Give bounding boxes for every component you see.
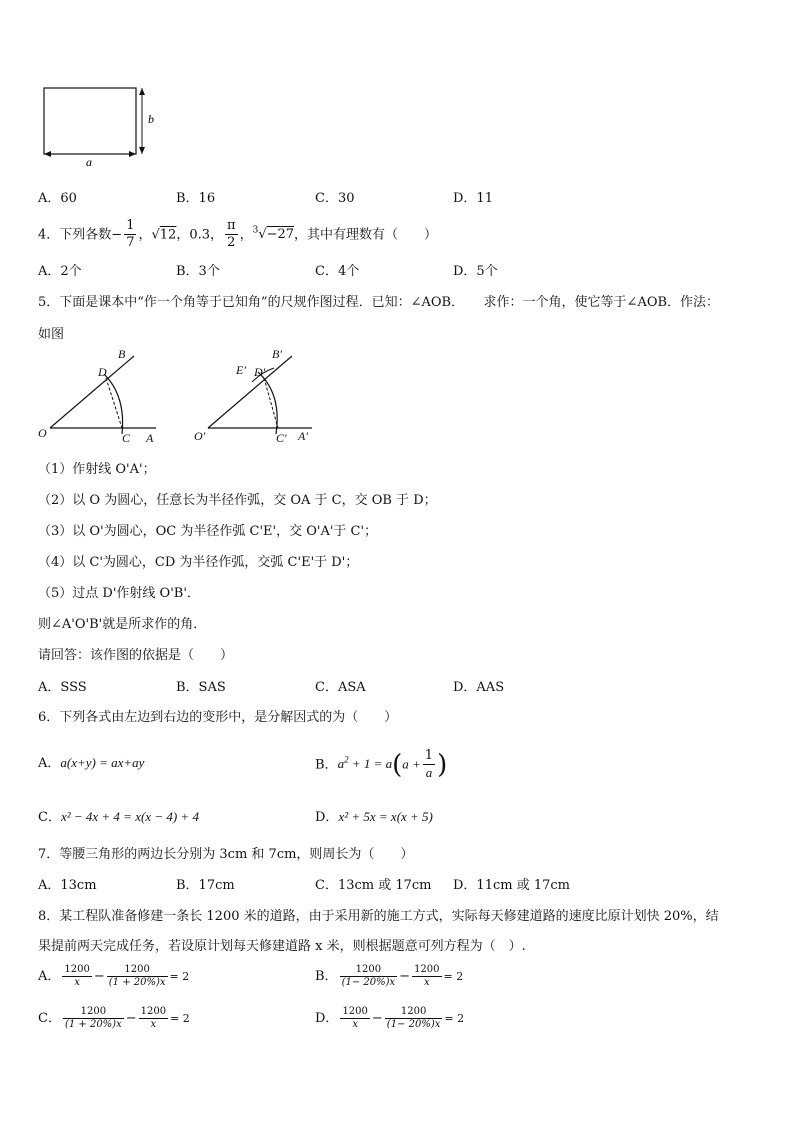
label-O-prime: O′ [194,429,206,443]
q4-option-a[interactable]: A．2个 [38,264,82,279]
q8-option-c[interactable]: C． $\frac{1200}{(1 + 20\%)x}$ − $\frac{1200}{x}$ = 2 [38,1006,190,1030]
q6-option-d[interactable]: D．x² + 5x = x(x + 5) [315,809,433,825]
q7-option-c[interactable]: C．13cm 或 17cm [315,878,432,893]
q7-option-a[interactable]: A．13cm [38,878,97,893]
q7-option-b[interactable]: B．17cm [176,878,235,893]
q5-step-2: （2）以 O 为圆心，任意长为半径作弧，交 OA 于 C，交 OB 于 D； [38,493,437,508]
q5-option-d[interactable]: D．AAS [453,680,505,695]
q6-option-b[interactable]: B．$a^2 + 1 = a(a$ + $\frac{1}{a}$ ) [315,748,448,781]
q4-option-d[interactable]: D．5个 [453,264,498,279]
q5-option-b[interactable]: B．SAS [176,680,226,695]
q4-stem: 4．下列各数− $\frac{1}{7}$ ，√12，0.3， $\frac{\pi}{2}$ ，$^3$√−27，其中有理数有（ ） [38,218,438,251]
label-D-prime: D′ [254,365,266,379]
q8-stem-line1: 8．某工程队准备修建一条长 1200 米的道路，由于采用新的施工方式，实际每天修建道路的速度比原计划快 20%，结 [38,909,719,924]
q4-sqrt12: √12 [151,227,177,243]
label-D: D [98,365,107,379]
q5-step-3: （3）以 O'为圆心，OC 为半径作弧 C'E'，交 O'A'于 C'； [38,524,378,539]
q4-option-c[interactable]: C．4个 [315,264,360,279]
q4-suffix: ，其中有理数有（ ） [294,227,438,243]
arrow-b-top [139,88,145,95]
original-angle [38,347,156,445]
label-b: b [148,112,154,126]
arrow-a-left [44,151,51,157]
label-A: A [146,431,154,445]
rectangle-figure [38,82,158,168]
label-C-prime: C′ [276,431,287,445]
q8-stem-line2: 果提前两天完成任务，若设原计划每天修建道路 x 米，则根据题意可列方程为（ ）. [38,939,526,954]
q5-conclusion: 则∠A'O'B'就是所求作的角． [38,617,207,632]
q8-option-b[interactable]: B． $\frac{1200}{(1- 20\%)x}$ − $\frac{1200}{x}$ = 2 [315,964,464,988]
q6-option-c[interactable]: C．x² − 4x + 4 = x(x − 4) + 4 [38,809,199,825]
q5-step-1: （1）作射线 O'A'； [38,462,156,477]
arrow-b-bottom [139,147,145,154]
q3-option-c[interactable]: C．30 [315,191,355,206]
label-C: C [122,431,131,445]
label-A-prime: A′ [298,429,308,443]
q5-step-5: （5）过点 D'作射线 O'B'． [38,586,200,601]
rectangle [44,88,136,154]
q7-option-d[interactable]: D．11cm 或 17cm [453,878,570,893]
q5-stem-line2: 如图 [38,327,65,342]
q5-option-c[interactable]: C．ASA [315,680,366,695]
q4-pi-over-2: $\frac{\pi}{2}$ [227,218,236,251]
q6-option-a[interactable]: A．a(x+y) = ax+ay [38,755,145,771]
q4-option-b[interactable]: B．3个 [176,264,220,279]
label-E-prime: E′ [236,363,246,377]
constructed-angle [194,347,312,445]
q4-cbrt: $^3$√−27 [252,226,295,243]
q8-option-a[interactable]: A． $\frac{1200}{x}$ − $\frac{1200}{(1 + 20\%)x}$ = 2 [38,964,190,988]
q3-option-b[interactable]: B．16 [176,191,216,206]
label-a: a [86,155,92,168]
angle-construction-figure [34,344,334,448]
q4-prefix: 4．下列各数 [38,227,112,243]
q5-option-a[interactable]: A．SSS [38,680,87,695]
q7-stem: 7．等腰三角形的两边长分别为 3cm 和 7cm，则周长为（ ） [38,847,414,862]
q5-stem-line1: 5．下面是课本中“作一个角等于已知角”的尺规作图过程．已知：∠AOB． 求作：一个角，使它等于∠AOB．作法： [38,295,720,310]
q3-option-a[interactable]: A．60 [38,191,77,206]
label-B-prime: B′ [272,347,282,361]
q3-option-d[interactable]: D．11 [453,191,493,206]
label-B: B [118,347,126,361]
q5-step-4: （4）以 C'为圆心，CD 为半径作弧，交弧 C'E'于 D'； [38,555,359,570]
label-O: O [38,426,47,440]
arrow-a-right [129,151,136,157]
q8-option-d[interactable]: D． $\frac{1200}{x}$ − $\frac{1200}{(1- 20\%)x}$ = 2 [315,1006,465,1030]
q5-ask: 请回答：该作图的依据是（ ） [38,648,234,663]
q6-stem: 6．下列各式由左边到右边的变形中，是分解因式的为（ ） [38,710,398,725]
q4-fraction: $\frac{1}{7}$ [126,218,135,251]
